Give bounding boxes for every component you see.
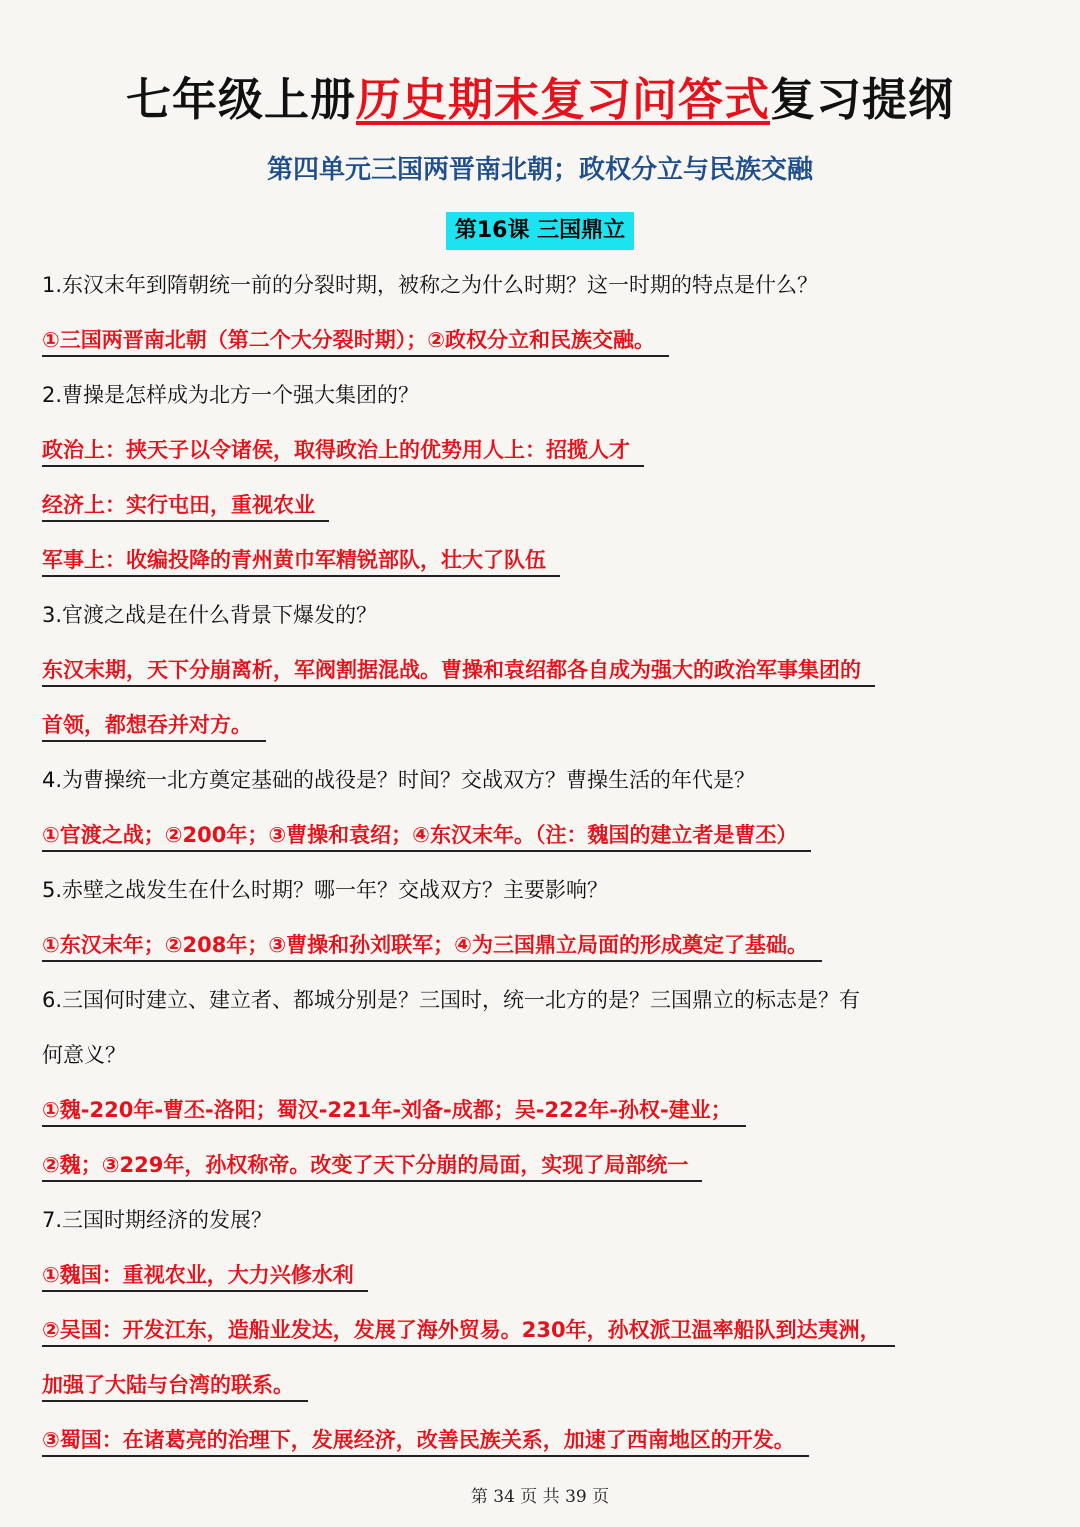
answer-text: ①东汉末年；②208年；③曹操和孙刘联军；④为三国鼎立局面的形成奠定了基础。 bbox=[42, 933, 822, 962]
question-line bbox=[42, 1028, 1042, 1083]
question-text: 7.三国时期经济的发展？ bbox=[42, 1208, 273, 1232]
lesson-title: 第16课 三国鼎立 bbox=[446, 212, 634, 250]
answer-text: 东汉末期，天下分崩离析，军阀割据混战。曹操和袁绍都各自成为强大的政治军事集团的 bbox=[42, 658, 875, 687]
question-line bbox=[42, 588, 1042, 643]
question-text: 何意义？ bbox=[42, 1043, 126, 1067]
answer-text: ②魏；③229年，孙权称帝。改变了天下分崩的局面，实现了局部统一 bbox=[42, 1153, 702, 1182]
answer-text: ②吴国：开发江东，造船业发达，发展了海外贸易。230年，孙权派卫温率船队到达夷洲， bbox=[42, 1318, 895, 1347]
answer-line bbox=[42, 698, 1042, 753]
answer-line bbox=[42, 313, 1042, 368]
answer-text: ①魏国：重视农业，大力兴修水利 bbox=[42, 1263, 368, 1292]
question-text: 1.东汉末年到隋朝统一前的分裂时期，被称之为什么时期？这一时期的特点是什么？ bbox=[42, 273, 819, 297]
answer-line bbox=[42, 1413, 1042, 1468]
question-line bbox=[42, 368, 1042, 423]
answer-line bbox=[42, 1303, 1042, 1358]
question-line bbox=[42, 753, 1042, 808]
question-text: 5.赤壁之战发生在什么时期？哪一年？交战双方？主要影响？ bbox=[42, 878, 609, 902]
answer-line bbox=[42, 918, 1042, 973]
answer-text: ①官渡之战；②200年；③曹操和袁绍；④东汉末年。（注：魏国的建立者是曹丕） bbox=[42, 823, 811, 852]
answer-line bbox=[42, 423, 1042, 478]
answer-line bbox=[42, 808, 1042, 863]
question-line bbox=[42, 1193, 1042, 1248]
lesson-title-wrap bbox=[0, 212, 1080, 250]
unit-title: 第四单元三国两晋南北朝；政权分立与民族交融 bbox=[266, 155, 813, 185]
title-part-1: 七年级上册 bbox=[125, 73, 356, 126]
answer-text: 首领，都想吞并对方。 bbox=[42, 713, 266, 742]
document-title bbox=[0, 70, 1080, 130]
answer-text: 军事上：收编投降的青州黄巾军精锐部队，壮大了队伍 bbox=[42, 548, 560, 577]
answer-text: 政治上：挟天子以令诸侯，取得政治上的优势用人上：招揽人才 bbox=[42, 438, 644, 467]
answer-text: ①魏-220年-曹丕-洛阳；蜀汉-221年-刘备-成都；吴-222年-孙权-建业； bbox=[42, 1098, 746, 1127]
qa-content bbox=[42, 258, 1042, 1468]
title-highlight: 历史期末复习问答式 bbox=[355, 73, 770, 126]
answer-line bbox=[42, 478, 1042, 533]
question-text: 6.三国何时建立、建立者、都城分别是？三国时，统一北方的是？三国鼎立的标志是？有 bbox=[42, 988, 861, 1012]
question-text: 3.官渡之战是在什么背景下爆发的？ bbox=[42, 603, 378, 627]
answer-line bbox=[42, 1138, 1042, 1193]
question-text: 4.为曹操统一北方奠定基础的战役是？时间？交战双方？曹操生活的年代是？ bbox=[42, 768, 756, 792]
question-text: 2.曹操是怎样成为北方一个强大集团的？ bbox=[42, 383, 420, 407]
answer-text: ①三国两晋南北朝（第二个大分裂时期）；②政权分立和民族交融。 bbox=[42, 328, 669, 357]
question-line bbox=[42, 258, 1042, 313]
answer-line bbox=[42, 1358, 1042, 1413]
answer-line bbox=[42, 643, 1042, 698]
page-footer: 第 34 页 共 39 页 bbox=[470, 1487, 610, 1507]
answer-text: 加强了大陆与台湾的联系。 bbox=[42, 1373, 308, 1402]
question-line bbox=[42, 863, 1042, 918]
answer-line bbox=[42, 1248, 1042, 1303]
answer-line bbox=[42, 1083, 1042, 1138]
title-part-2: 复习提纲 bbox=[770, 73, 955, 126]
question-line bbox=[42, 973, 1042, 1028]
answer-text: 经济上：实行屯田，重视农业 bbox=[42, 493, 329, 522]
answer-text: ③蜀国：在诸葛亮的治理下，发展经济，改善民族关系，加速了西南地区的开发。 bbox=[42, 1428, 809, 1457]
answer-line bbox=[42, 533, 1042, 588]
